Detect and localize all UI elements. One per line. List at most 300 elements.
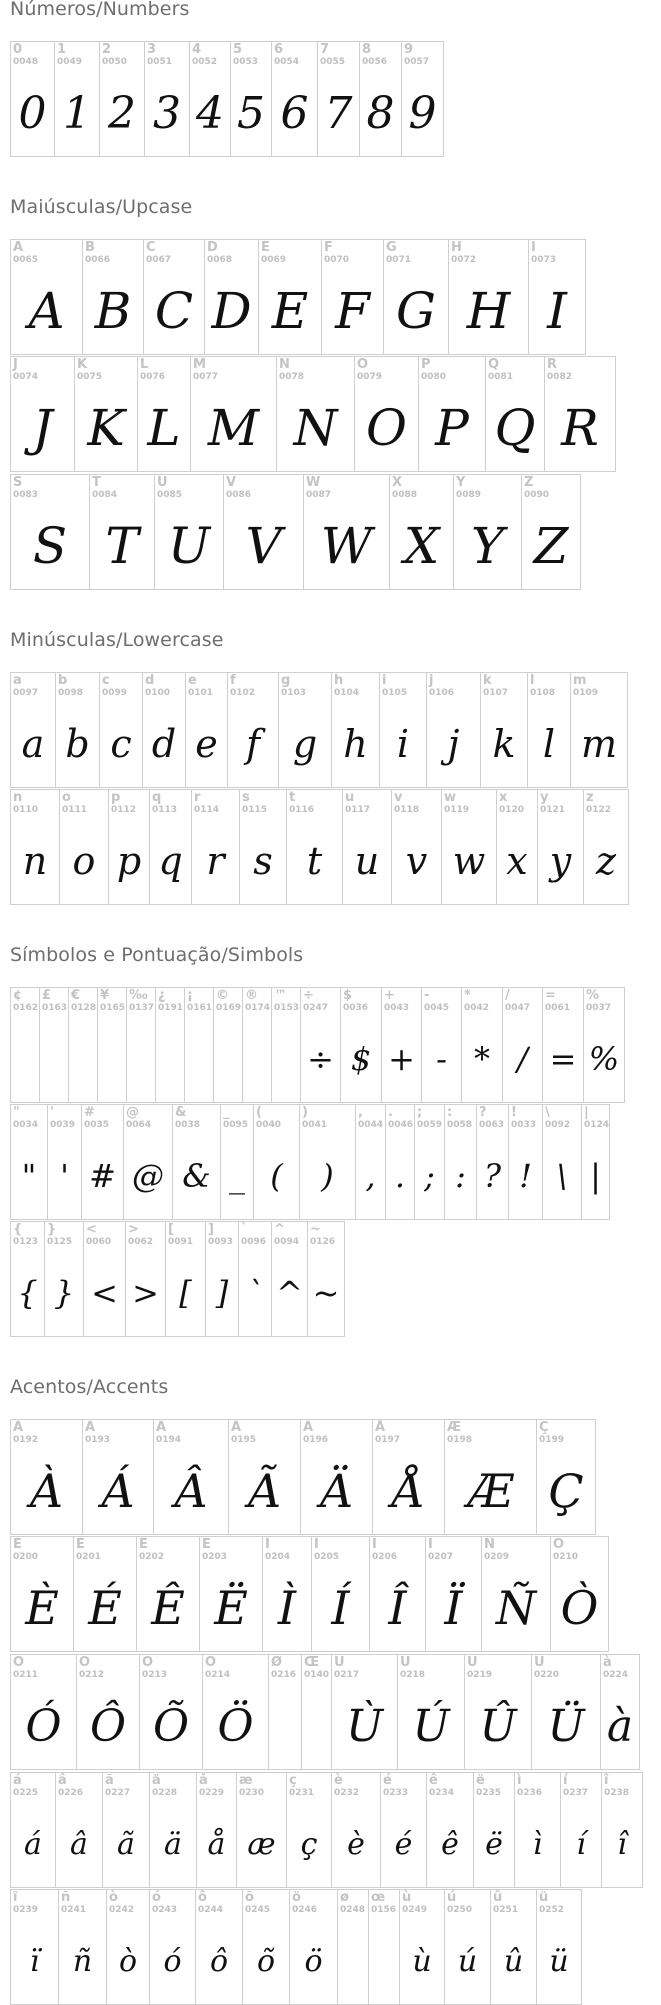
glyph-sample: Æ	[467, 1464, 514, 1518]
glyph-sample: #	[89, 1157, 116, 1195]
char-code: 0078	[279, 372, 305, 382]
char-label: T	[92, 475, 101, 490]
glyph-sample: Ê	[151, 1581, 185, 1635]
glyph-sample: Ó	[25, 1700, 62, 1752]
char-label: ã	[105, 1773, 114, 1788]
char-cell	[271, 987, 301, 1103]
char-cell	[372, 1419, 445, 1535]
glyph-sample: B	[94, 282, 132, 340]
char-code: 0229	[199, 1788, 225, 1798]
glyph-sample: a	[21, 722, 45, 766]
glyph-sample: '	[60, 1157, 69, 1195]
char-cell	[136, 1536, 200, 1652]
glyph-sample: >	[132, 1274, 159, 1312]
char-code: 0108	[530, 688, 556, 698]
char-cell	[301, 1654, 332, 1770]
glyph-sample: O	[366, 399, 407, 457]
section-title-lowercase: Minúsculas/Lowercase	[10, 629, 224, 651]
char-code: 0163	[42, 1003, 68, 1013]
char-label: I	[531, 240, 536, 255]
char-label: [	[168, 1222, 174, 1237]
char-code: 0111	[62, 805, 88, 815]
char-cell	[385, 1104, 415, 1220]
char-cell	[82, 1419, 154, 1535]
char-code: 0156	[371, 1905, 397, 1915]
char-label: ^	[274, 1222, 285, 1237]
glyph-sample: Ö	[217, 1700, 254, 1752]
char-code: 0035	[84, 1120, 110, 1130]
char-cell	[82, 239, 144, 355]
char-cell	[230, 41, 272, 157]
glyph-sample: ò	[118, 1943, 138, 1979]
char-cell	[10, 474, 90, 590]
char-cell	[10, 789, 60, 905]
glyph-sample: À	[29, 1464, 64, 1518]
char-code: 0169	[216, 1003, 242, 1013]
glyph-sample: Ú	[412, 1700, 450, 1752]
glyph-sample: j	[447, 722, 460, 766]
char-cell	[149, 1772, 197, 1888]
glyph-sample: Õ	[152, 1700, 190, 1752]
char-label: '	[50, 1105, 54, 1120]
char-cell	[55, 672, 100, 788]
glyph-sample: W	[320, 517, 373, 575]
char-cell	[47, 1104, 82, 1220]
char-cell	[397, 1654, 465, 1770]
char-code: 0094	[274, 1237, 300, 1247]
char-label: 2	[102, 42, 112, 57]
char-label: Ã	[231, 1420, 242, 1435]
char-label: ‰	[129, 988, 148, 1003]
char-code: 0107	[483, 688, 509, 698]
char-code: 0066	[85, 255, 111, 265]
glyph-sample: i	[396, 722, 410, 766]
char-label: f	[230, 673, 236, 688]
char-cell	[10, 1419, 83, 1535]
glyph-sample	[272, 1016, 300, 1102]
char-label: #	[84, 1105, 95, 1120]
char-label: Æ	[447, 1420, 462, 1435]
glyph-sample: å	[207, 1826, 226, 1862]
char-code: 0243	[152, 1905, 178, 1915]
char-label: ì	[517, 1773, 522, 1788]
glyph-sample: ]	[215, 1274, 229, 1312]
char-label: Ï	[428, 1537, 433, 1552]
glyph-sample: 2	[108, 87, 136, 139]
char-label: %	[586, 988, 600, 1003]
char-label: .	[388, 1105, 393, 1120]
char-label: £	[42, 988, 52, 1003]
char-label: Ü	[534, 1655, 545, 1670]
glyph-sample: C	[154, 282, 194, 340]
char-label: K	[77, 357, 88, 372]
char-code: 0061	[545, 1003, 571, 1013]
char-code: 0196	[303, 1435, 329, 1445]
char-code: 0083	[13, 490, 39, 500]
char-label: w	[444, 790, 457, 805]
char-cell	[142, 672, 186, 788]
char-cell	[205, 1221, 239, 1337]
char-label: Õ	[142, 1655, 154, 1670]
char-cell	[149, 789, 192, 905]
char-cell	[10, 41, 55, 157]
glyph-sample: é	[394, 1826, 413, 1862]
char-code: 0070	[324, 255, 350, 265]
char-cell	[253, 1104, 300, 1220]
char-label: ¡	[187, 988, 193, 1003]
char-label: |	[584, 1105, 589, 1120]
char-label: œ	[371, 1890, 386, 1905]
char-code: 0110	[13, 805, 39, 815]
char-row	[10, 1221, 345, 1337]
char-cell	[368, 1889, 400, 2005]
glyph-sample: K	[87, 399, 125, 457]
char-code: 0114	[194, 805, 220, 815]
glyph-sample: L	[147, 399, 181, 457]
char-label: À	[13, 1420, 24, 1435]
char-code: 0036	[343, 1003, 369, 1013]
glyph-sample: Î	[388, 1581, 407, 1635]
char-label: D	[207, 240, 218, 255]
char-code: 0065	[13, 255, 39, 265]
glyph-sample: Ì	[277, 1581, 297, 1635]
glyph-sample: 5	[237, 87, 265, 139]
glyph-sample: Ù	[345, 1700, 384, 1752]
char-cell	[189, 41, 231, 157]
char-code: 0140	[304, 1670, 330, 1680]
glyph-sample: "	[21, 1157, 37, 1195]
char-label: ê	[429, 1773, 438, 1788]
char-cell	[204, 239, 259, 355]
char-code: 0085	[157, 490, 183, 500]
char-label: Z	[524, 475, 534, 490]
char-cell	[137, 356, 191, 472]
char-code: 0056	[362, 57, 388, 67]
char-cell	[10, 672, 56, 788]
char-code: 0161	[187, 1003, 213, 1013]
char-label: Å	[375, 1420, 386, 1435]
glyph-sample: Ã	[247, 1464, 282, 1518]
char-label: ]	[208, 1222, 214, 1237]
char-label: Ú	[400, 1655, 411, 1670]
char-code: 0238	[604, 1788, 630, 1798]
char-cell	[473, 1772, 515, 1888]
char-cell	[196, 1772, 237, 1888]
glyph-sample: .	[394, 1157, 406, 1195]
char-cell	[414, 1104, 445, 1220]
char-code: 0128	[71, 1003, 97, 1013]
char-cell	[476, 1104, 509, 1220]
char-label: Ä	[303, 1420, 314, 1435]
char-cell	[286, 1772, 332, 1888]
char-code: 0040	[256, 1120, 282, 1130]
glyph-sample: U	[167, 517, 211, 575]
glyph-sample: Á	[101, 1464, 135, 1518]
char-code: 0191	[158, 1003, 184, 1013]
char-code: 0054	[274, 57, 300, 67]
char-cell	[239, 789, 287, 905]
char-label: d	[145, 673, 155, 688]
char-cell	[502, 987, 543, 1103]
glyph-sample: Ò	[560, 1581, 599, 1635]
char-label: G	[386, 240, 397, 255]
char-code: 0194	[156, 1435, 182, 1445]
char-code: 0073	[531, 255, 557, 265]
char-cell	[421, 987, 462, 1103]
char-label: Œ	[304, 1655, 320, 1670]
glyph-sample: ?	[483, 1157, 502, 1195]
char-cell	[536, 1889, 582, 2005]
char-code: 0053	[233, 57, 259, 67]
char-code: 0233	[383, 1788, 409, 1798]
glyph-sample: Ë	[214, 1581, 248, 1635]
char-cell	[97, 987, 127, 1103]
char-code: 0232	[334, 1788, 360, 1798]
glyph-sample: *	[474, 1040, 490, 1078]
char-label: =	[545, 988, 556, 1003]
glyph-sample: Ü	[547, 1700, 585, 1752]
char-cell	[228, 1419, 301, 1535]
char-cell	[359, 41, 402, 157]
glyph-sample: â	[70, 1826, 88, 1862]
glyph-sample: )	[321, 1157, 334, 1195]
glyph-sample: h	[343, 722, 368, 766]
char-label: Á	[85, 1420, 96, 1435]
char-cell	[399, 1889, 445, 2005]
char-code: 0079	[357, 372, 383, 382]
char-code: 0236	[517, 1788, 543, 1798]
char-cell	[143, 239, 205, 355]
char-cell	[213, 987, 243, 1103]
glyph-sample: Z	[533, 517, 569, 575]
char-label: Ì	[265, 1537, 270, 1552]
char-cell	[560, 1772, 602, 1888]
char-cell	[521, 474, 581, 590]
char-code: 0060	[86, 1237, 112, 1247]
glyph-sample: í	[576, 1826, 586, 1862]
glyph-sample: 7	[324, 87, 353, 139]
char-cell	[154, 474, 224, 590]
char-label: <	[86, 1222, 97, 1237]
char-cell	[83, 1221, 126, 1337]
char-cell	[379, 672, 427, 788]
char-label: @	[126, 1105, 139, 1120]
glyph-sample: ï	[29, 1943, 40, 1979]
char-cell	[480, 672, 528, 788]
char-code: 0055	[320, 57, 346, 67]
char-cell	[426, 672, 481, 788]
char-label: }	[47, 1222, 57, 1237]
char-code: 0192	[13, 1435, 39, 1445]
char-cell	[55, 1772, 103, 1888]
char-code: 0198	[447, 1435, 473, 1445]
char-label: b	[58, 673, 68, 688]
char-code: 0098	[58, 688, 84, 698]
char-label: P	[421, 357, 431, 372]
char-label: ô	[198, 1890, 207, 1905]
char-cell	[10, 356, 75, 472]
glyph-sample: 8	[366, 87, 395, 139]
char-row	[10, 239, 586, 355]
char-cell	[340, 987, 382, 1103]
char-cell	[583, 789, 629, 905]
char-code: 0197	[375, 1435, 401, 1445]
char-cell	[581, 1104, 610, 1220]
char-cell	[262, 1536, 312, 1652]
char-code: 0124	[584, 1120, 610, 1130]
char-label: k	[483, 673, 492, 688]
glyph-sample: ,	[365, 1157, 376, 1195]
glyph-sample: e	[195, 722, 218, 766]
char-code: 0239	[13, 1905, 39, 1915]
glyph-sample: Û	[479, 1700, 517, 1752]
char-code: 0230	[239, 1788, 265, 1798]
char-cell	[10, 1536, 74, 1652]
char-code: 0225	[13, 1788, 39, 1798]
char-cell	[10, 1104, 48, 1220]
char-code: 0207	[428, 1552, 454, 1562]
char-code: 0212	[79, 1670, 105, 1680]
char-code: 0126	[310, 1237, 336, 1247]
char-label: ò	[109, 1890, 118, 1905]
char-code: 0217	[334, 1670, 360, 1680]
char-cell	[303, 474, 390, 590]
char-code: 0220	[534, 1670, 560, 1680]
glyph-sample	[156, 1016, 184, 1102]
char-cell	[461, 987, 503, 1103]
char-cell	[172, 1104, 221, 1220]
char-cell	[496, 789, 538, 905]
section-title-numbers: Números/Numbers	[10, 0, 190, 20]
glyph-sample: æ	[247, 1826, 276, 1862]
glyph-sample	[243, 1016, 271, 1102]
char-cell	[321, 239, 384, 355]
char-row	[10, 1889, 582, 2005]
char-code: 0080	[421, 372, 447, 382]
char-label: ä	[152, 1773, 161, 1788]
char-cell	[73, 1536, 137, 1652]
char-label: ~	[310, 1222, 321, 1237]
char-label: ñ	[61, 1890, 71, 1905]
glyph-sample: 3	[153, 87, 181, 139]
char-cell	[369, 1536, 426, 1652]
char-label: ;	[417, 1105, 423, 1120]
char-label: e	[188, 673, 197, 688]
char-cell	[426, 1772, 474, 1888]
char-label: æ	[239, 1773, 253, 1788]
char-code: 0099	[102, 688, 128, 698]
char-cell	[425, 1536, 482, 1652]
glyph-sample: ö	[304, 1943, 323, 1979]
char-code: 0071	[386, 255, 412, 265]
glyph-sample: ó	[163, 1943, 182, 1979]
glyph-sample: %	[588, 1040, 620, 1078]
glyph-sample: p	[116, 839, 142, 883]
char-label: u	[345, 790, 355, 805]
char-code: 0121	[540, 805, 566, 815]
glyph-sample: m	[580, 722, 618, 766]
char-code: 0037	[586, 1003, 612, 1013]
char-label: V	[226, 475, 237, 490]
char-label: Ç	[539, 1420, 549, 1435]
char-cell	[441, 789, 497, 905]
char-cell	[542, 987, 584, 1103]
char-label: q	[152, 790, 162, 805]
char-cell	[354, 356, 419, 472]
char-label: z	[586, 790, 594, 805]
char-code: 0045	[424, 1003, 450, 1013]
char-cell	[331, 672, 380, 788]
char-label: Y	[456, 475, 466, 490]
char-code: 0074	[13, 372, 39, 382]
char-cell	[514, 1772, 561, 1888]
glyph-sample: õ	[256, 1943, 276, 1979]
char-cell	[191, 789, 240, 905]
glyph-sample	[269, 1683, 301, 1769]
char-label: O	[357, 357, 369, 372]
char-label: ÷	[303, 988, 314, 1003]
char-cell	[242, 987, 272, 1103]
glyph-sample: {	[17, 1274, 38, 1312]
glyph-sample: n	[22, 839, 48, 883]
glyph-sample: !	[519, 1157, 532, 1195]
char-code: 0095	[223, 1120, 249, 1130]
char-code: 0245	[245, 1905, 271, 1915]
char-label: È	[13, 1537, 22, 1552]
glyph-sample: :	[455, 1157, 466, 1195]
glyph-sample: (	[270, 1157, 283, 1195]
char-label: v	[394, 790, 403, 805]
char-cell	[299, 1104, 356, 1220]
char-code: 0162	[13, 1003, 39, 1013]
char-cell	[10, 1772, 56, 1888]
char-code: 0033	[511, 1120, 537, 1130]
char-label: í	[563, 1773, 568, 1788]
glyph-sample: +	[388, 1040, 415, 1078]
char-code: 0044	[358, 1120, 384, 1130]
char-cell	[10, 239, 83, 355]
char-label: û	[493, 1890, 503, 1905]
glyph-sample: l	[542, 722, 556, 766]
char-cell	[536, 1419, 596, 1535]
char-label: n	[13, 790, 23, 805]
char-code: 0202	[139, 1552, 165, 1562]
char-code: 0069	[261, 255, 287, 265]
char-cell	[258, 239, 322, 355]
char-label: $	[343, 988, 353, 1003]
char-cell	[444, 1104, 477, 1220]
char-cell	[300, 987, 341, 1103]
char-cell	[227, 672, 279, 788]
char-code: 0115	[242, 805, 268, 815]
char-label: p	[111, 790, 121, 805]
char-code: 0251	[493, 1905, 519, 1915]
char-label: j	[429, 673, 434, 688]
char-code: 0100	[145, 688, 171, 698]
char-cell	[10, 1654, 77, 1770]
char-label: l	[530, 673, 535, 688]
glyph-sample: =	[549, 1040, 577, 1078]
char-code: 0084	[92, 490, 118, 500]
char-label: ú	[447, 1890, 457, 1905]
char-cell	[155, 987, 185, 1103]
char-code: 0064	[126, 1120, 152, 1130]
char-cell	[220, 1104, 254, 1220]
char-code: 0211	[13, 1670, 39, 1680]
char-cell	[126, 987, 156, 1103]
char-label: c	[102, 673, 110, 688]
char-row	[10, 672, 628, 788]
